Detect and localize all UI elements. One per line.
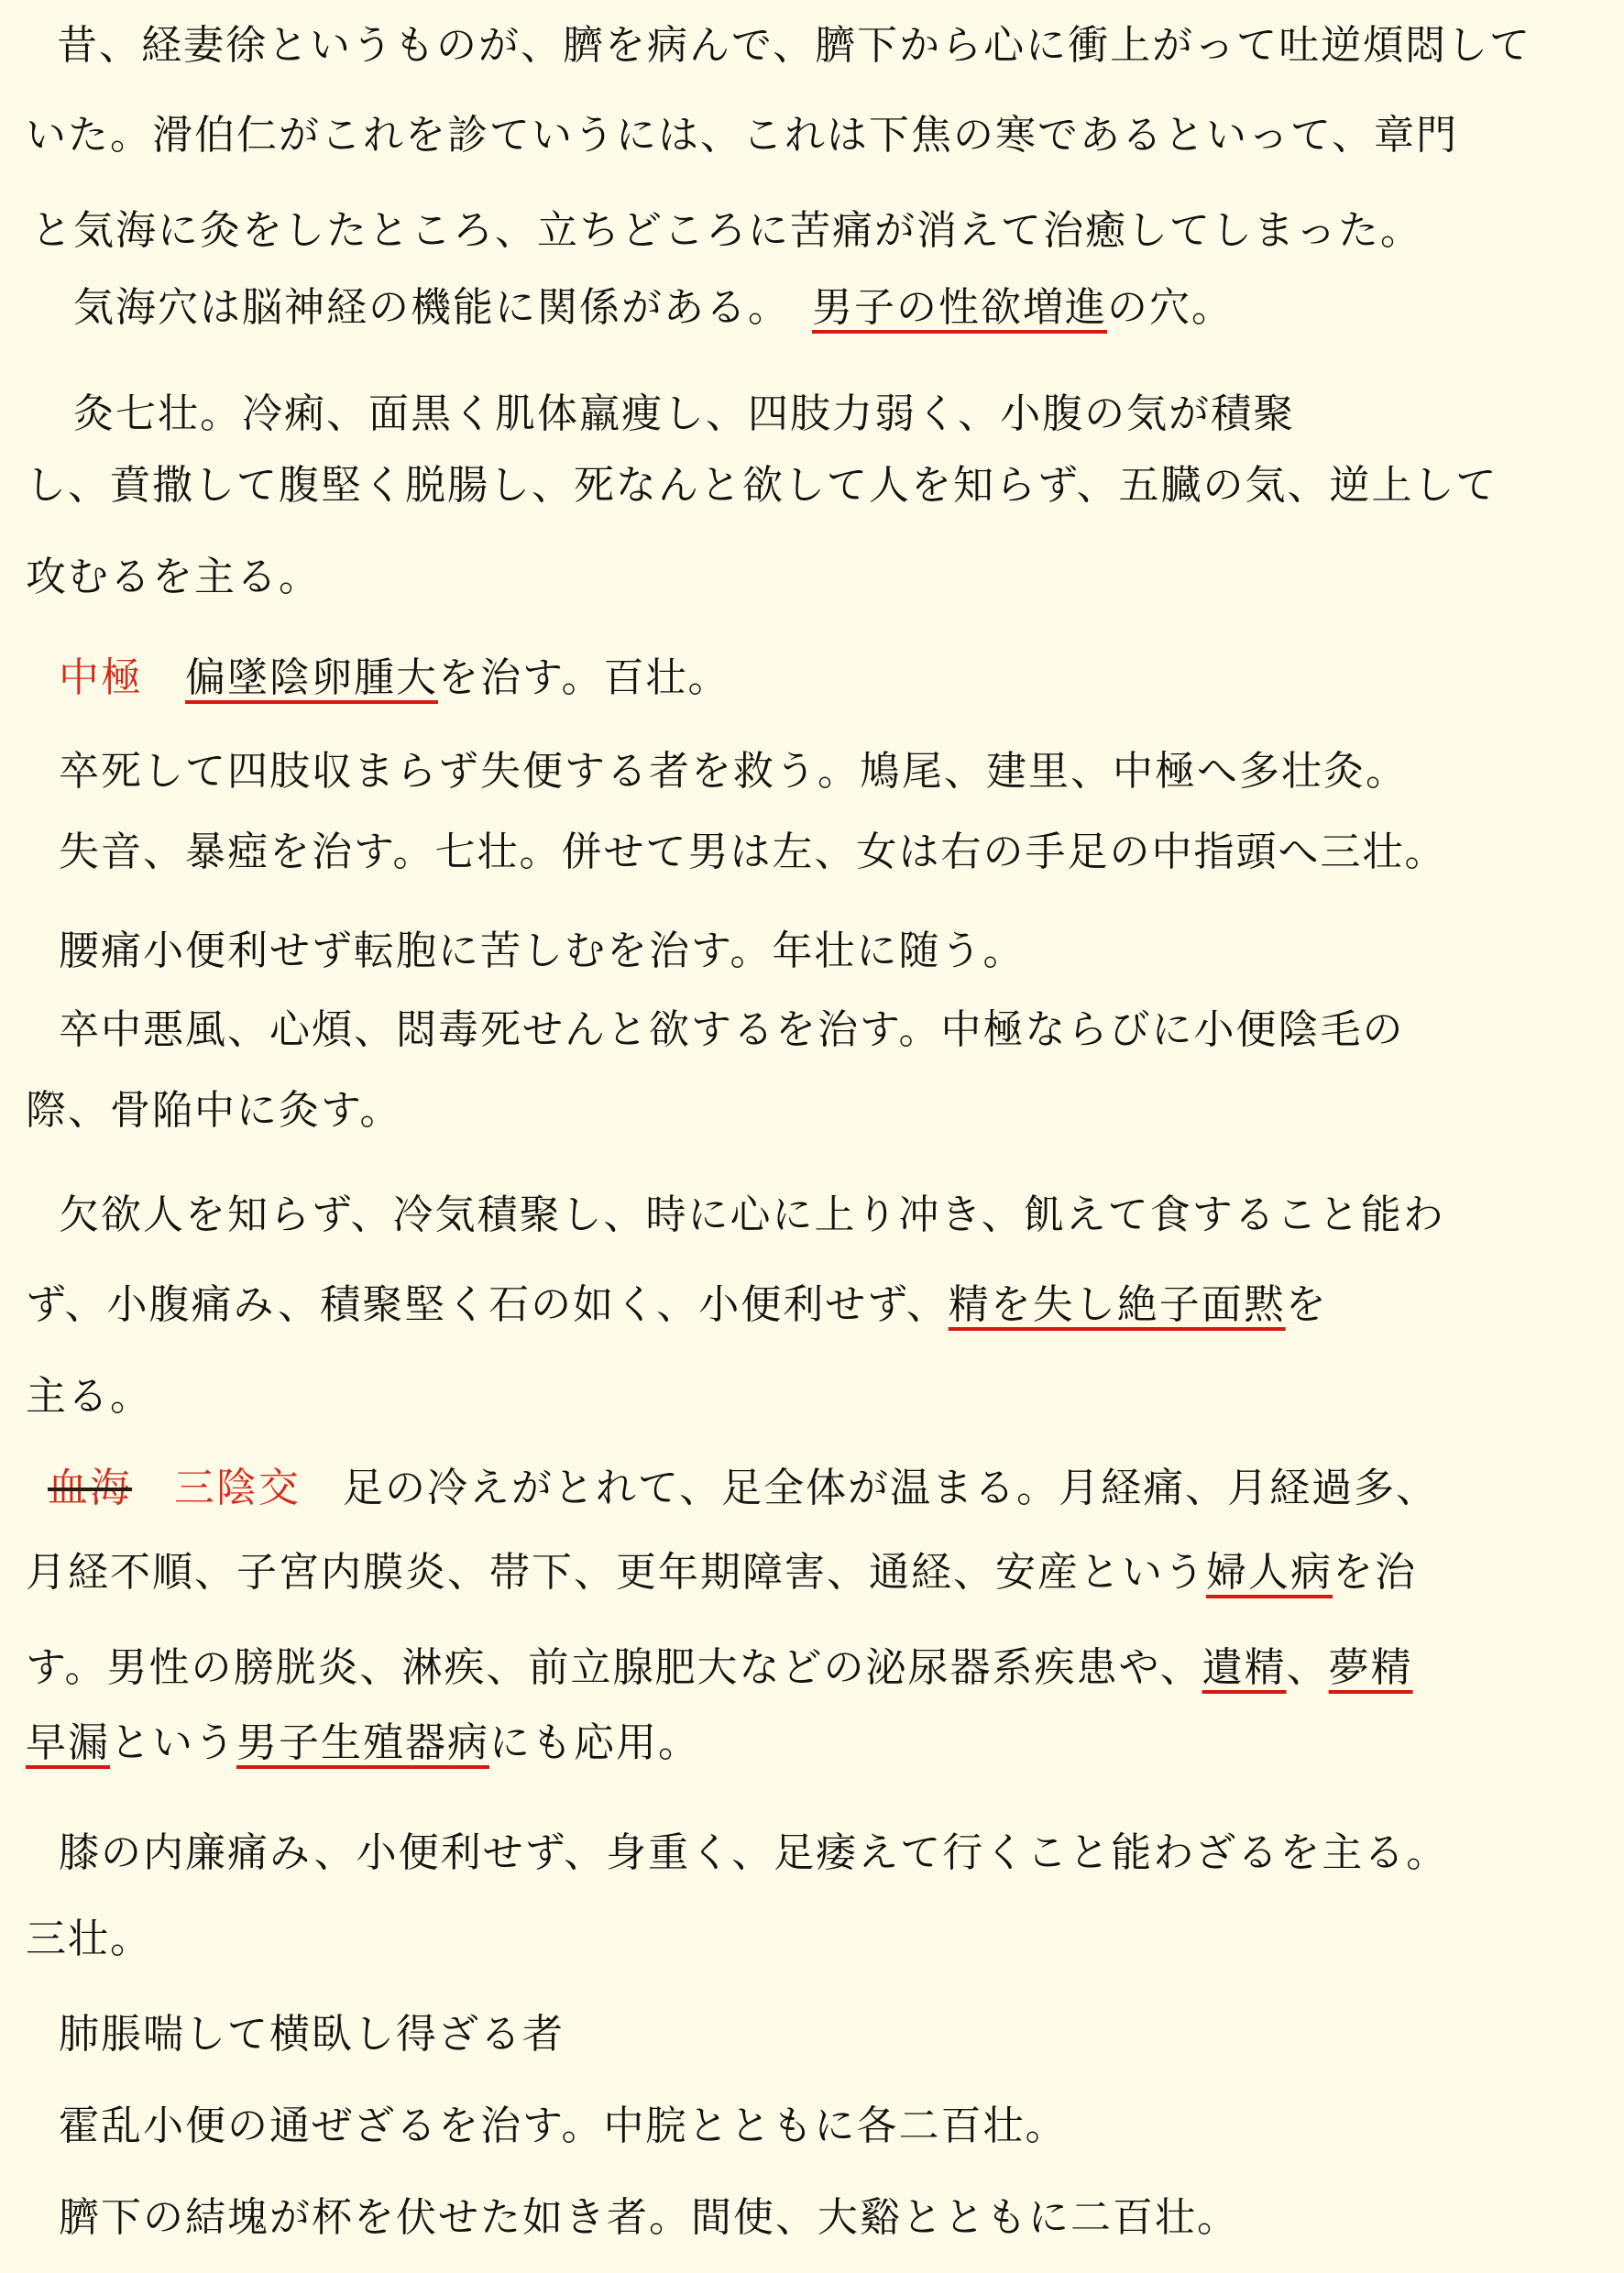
text-span: の穴。: [1107, 284, 1234, 331]
text-span: を治: [1333, 1549, 1417, 1596]
text-span: 気海穴は脳神経の機能に関係がある。: [73, 284, 790, 331]
text-span: 、: [1286, 1644, 1329, 1691]
text-line: 主る。: [26, 1373, 152, 1420]
text-line: 灸七壮。冷痢、面黒く肌体羸痩し、四肢力弱く、小腹の気が積聚: [73, 390, 1296, 437]
underlined-phrase: 男子の性欲増進: [812, 284, 1107, 331]
underlined-phrase: 夢精: [1328, 1644, 1413, 1691]
text-line: 臍下の結塊が杯を伏せた如き者。間使、大谿とともに二百壮。: [59, 2194, 1239, 2241]
text-span: ず、小腹痛み、積聚堅く石の如く、小便利せず、: [26, 1281, 949, 1328]
text-line: 霍乱小便の通ぜざるを治す。中脘とともに各二百壮。: [59, 2103, 1068, 2149]
text-line: いた。滑伯仁がこれを診ていうには、これは下焦の寒であるといって、章門: [26, 112, 1459, 159]
text-line: [26, 1716, 700, 1771]
text-line: 三壮。: [26, 1916, 152, 1962]
underlined-phrase: 男子生殖器病: [236, 1719, 489, 1766]
text-line: 欠欲人を知らず、冷気積聚し、時に心に上り冲き、飢えて食すること能わ: [59, 1191, 1445, 1238]
text-span: 月経不順、子宮内膜炎、帯下、更年期障害、通経、安産という: [26, 1549, 1206, 1596]
text-line: 卒中悪風、心煩、悶毒死せんと欲するを治す。中極ならびに小便陰毛の: [59, 1006, 1405, 1053]
underlined-phrase: 遺精: [1202, 1644, 1287, 1691]
struck-acupoint-heading: 血海: [48, 1465, 132, 1511]
text-span: す。男性の膀胱炎、淋疾、前立腺肥大などの泌尿器系疾患や、: [26, 1644, 1202, 1691]
text-line: [73, 280, 1234, 335]
text-span: を治す。百壮。: [438, 654, 730, 701]
acupoint-heading: 三陰交: [174, 1465, 301, 1511]
underlined-phrase: 偏墜陰卵腫大: [185, 654, 438, 701]
text-line: 攻むるを主る。: [26, 554, 321, 600]
text-span: という: [110, 1719, 236, 1766]
acupoint-heading: 中極: [59, 654, 143, 701]
text-line: 卒死して四肢収まらず失便する者を救う。鳩尾、建里、中極へ多壮灸。: [59, 748, 1408, 795]
underlined-phrase: 精を失し絶子面黙: [948, 1281, 1286, 1328]
text-line: 腰痛小便利せず転胞に苦しむを治す。年壮に随う。: [59, 928, 1026, 974]
text-line: [26, 1278, 1328, 1333]
text-line: し、賁撒して腹堅く脱腸し、死なんと欲して人を知らず、五臓の気、逆上して: [26, 462, 1498, 509]
text-line: 失音、暴瘂を治す。七壮。併せて男は左、女は右の手足の中指頭へ三壮。: [59, 829, 1447, 875]
text-span: 足の冷えがとれて、足全体が温まる。月経痛、月経過多、: [343, 1465, 1439, 1511]
text-line: [26, 1545, 1417, 1600]
text-line: と気海に灸をしたところ、立ちどころに苦痛が消えて治癒してしまった。: [31, 207, 1422, 254]
underlined-phrase: 早漏: [26, 1719, 110, 1766]
text-span: を: [1285, 1281, 1328, 1328]
text-line: 肺脹喘して横臥し得ざる者: [59, 2011, 565, 2058]
text-line: [26, 1641, 1413, 1696]
text-line: 膝の内廉痛み、小便利せず、身重く、足痿えて行くこと能わざるを主る。: [59, 1829, 1449, 1876]
text-line: [59, 651, 730, 706]
text-line: 昔、経妻徐というものが、臍を病んで、臍下から心に衝上がって吐逆煩悶して: [57, 22, 1532, 69]
text-line: [48, 1461, 1438, 1516]
underlined-phrase: 婦人病: [1206, 1549, 1333, 1596]
text-line: 際、骨陥中に灸す。: [26, 1087, 402, 1134]
text-span: にも応用。: [489, 1719, 700, 1766]
